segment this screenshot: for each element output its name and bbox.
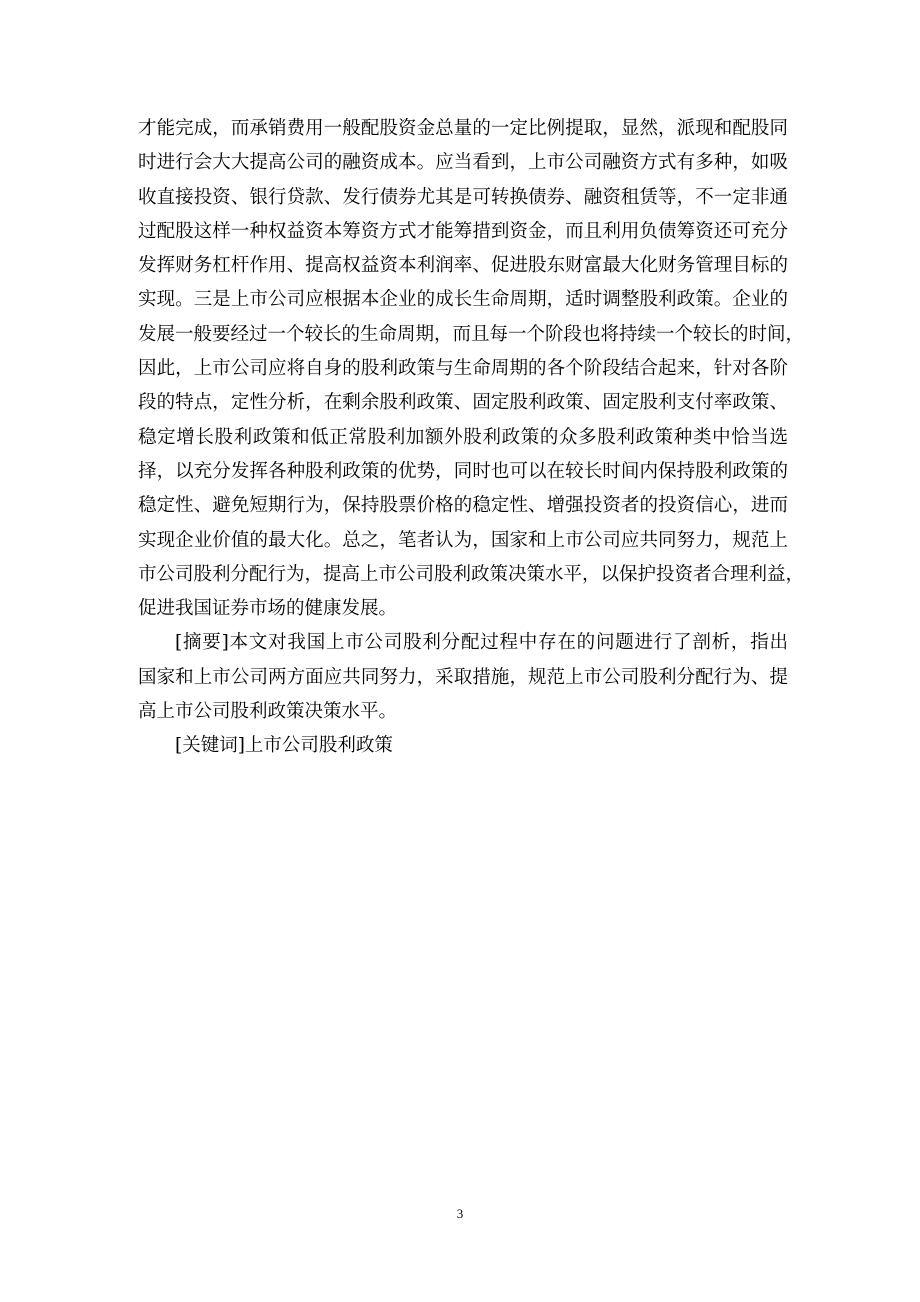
text-line: 收直接投资、银行贷款、发行债券尤其是可转换债券、融资租赁等，不一定非通 bbox=[138, 186, 788, 208]
text-line: 促进我国证券市场的健康发展。 bbox=[138, 598, 398, 620]
page-number: 3 bbox=[456, 1206, 464, 1221]
abstract-line: [摘要]本文对我国上市公司股利分配过程中存在的问题进行了剖析，指出 bbox=[175, 632, 788, 654]
paragraph-continuation bbox=[138, 112, 805, 626]
keywords-paragraph bbox=[138, 729, 788, 763]
text-line: 稳定增长股利政策和低正常股利加额外股利政策的众多股利政策种类中恰当选 bbox=[138, 426, 788, 448]
abstract-line: 高上市公司股利政策决策水平。 bbox=[138, 701, 398, 723]
keywords-line: [关键词]上市公司股利政策 bbox=[175, 735, 393, 757]
text-line: 时进行会大大提高公司的融资成本。应当看到，上市公司融资方式有多种，如吸 bbox=[138, 152, 788, 174]
text-line: 发展一般要经过一个较长的生命周期，而且每一个阶段也将持续一个较长的时间， bbox=[138, 323, 805, 345]
text-line: 市公司股利分配行为，提高上市公司股利政策决策水平，以保护投资者合理利益， bbox=[138, 563, 805, 585]
text-line: 发挥财务杠杆作用、提高权益资本利润率、促进股东财富最大化财务管理目标的 bbox=[138, 255, 788, 277]
text-line: 过配股这样一种权益资本筹资方式才能筹措到资金，而且利用负债筹资还可充分 bbox=[138, 220, 788, 242]
text-line: 稳定性、避免短期行为，保持股票价格的稳定性、增强投资者的投资信心，进而 bbox=[138, 495, 788, 517]
text-line: 实现。三是上市公司应根据本企业的成长生命周期，适时调整股利政策。企业的 bbox=[138, 289, 788, 311]
text-line: 才能完成，而承销费用一般配股资金总量的一定比例提取，显然，派现和配股同 bbox=[138, 118, 788, 139]
text-line: 择，以充分发挥各种股利政策的优势，同时也可以在较长时间内保持股利政策的 bbox=[138, 460, 788, 482]
body-text bbox=[138, 112, 805, 764]
abstract-paragraph bbox=[138, 626, 788, 729]
abstract-line: 国家和上市公司两方面应共同努力，采取措施，规范上市公司股利分配行为、提 bbox=[138, 666, 788, 688]
text-line: 段的特点，定性分析，在剩余股利政策、固定股利政策、固定股利支付率政策、 bbox=[138, 392, 788, 414]
text-line: 实现企业价值的最大化。总之，笔者认为，国家和上市公司应共同努力，规范上 bbox=[138, 529, 788, 551]
text-line: 因此，上市公司应将自身的股利政策与生命周期的各个阶段结合起来，针对各阶 bbox=[138, 358, 788, 380]
